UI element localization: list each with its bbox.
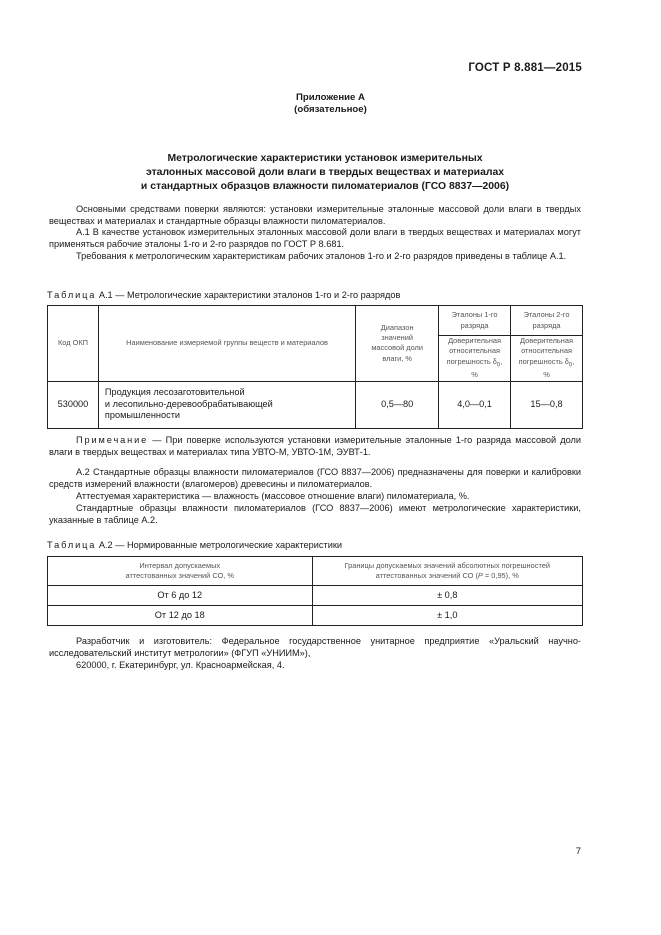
cell-error-1: 4,0—0,1 bbox=[439, 381, 511, 428]
header-bounds-line-2 bbox=[313, 571, 583, 581]
cell-interval: От 6 до 12 bbox=[48, 586, 313, 606]
intro-paragraph-3: Требования к метрологическим характеристикам рабочих эталонов 1-го и 2-го разрядов приведены в таблице А.1. bbox=[76, 251, 567, 261]
header-interval-line-1: Интервал допускаемых bbox=[139, 560, 221, 570]
header-bounds-b: = 0,95), % bbox=[482, 571, 519, 580]
appendix-label: Приложение А bbox=[296, 92, 365, 103]
table-row bbox=[48, 381, 583, 428]
table1-caption bbox=[47, 290, 400, 300]
table1-caption-text: А.1 — Метрологические характеристики эталонов 1-го и 2-го разрядов bbox=[96, 290, 401, 300]
cell-name bbox=[98, 381, 355, 428]
cell-name-line-2: и лесопильно-деревообрабатывающей bbox=[104, 398, 273, 409]
section2-paragraph-3: Стандартные образцы влажности пиломатериалов (ГСО 8837—2006) имеют метрологические характеристики, указанные в таблице А.2. bbox=[49, 503, 581, 525]
header-name: Наименование измеряемой группы веществ и материалов bbox=[98, 306, 355, 382]
header-bounds-a: аттестованных значений СО ( bbox=[375, 571, 478, 580]
title-line-3: и стандартных образцов влажности пиломатериалов (ГСО 8837—2006) bbox=[140, 181, 510, 192]
header-code: Код ОКП bbox=[48, 306, 99, 382]
header-interval bbox=[48, 557, 313, 586]
header-bounds bbox=[312, 557, 583, 586]
table-metrological-etalons bbox=[47, 305, 583, 429]
header-error-2-sub: 0 bbox=[568, 361, 573, 369]
header-bounds-line-1: Границы допускаемых значений абсолютных погрешностей bbox=[344, 560, 550, 570]
header-error-1-unit: , % bbox=[471, 356, 503, 380]
header-error-1-sub: 0 bbox=[496, 361, 501, 369]
cell-bound: ± 1,0 bbox=[312, 606, 583, 626]
developer-address: 620000, г. Екатеринбург, ул. Красноармейская, 4. bbox=[76, 660, 285, 670]
header-error-2 bbox=[511, 336, 583, 382]
header-error-1-text: Доверительная относительная погрешность δ bbox=[446, 336, 502, 366]
header-error-2-unit: , % bbox=[543, 356, 575, 380]
title-line-2: эталонных массовой доли влаги в твердых веществах и материалах bbox=[145, 167, 505, 178]
cell-error-2: 15—0,8 bbox=[511, 381, 583, 428]
cell-range: 0,5—80 bbox=[356, 381, 439, 428]
cell-name-line-3: промышленности bbox=[104, 410, 181, 421]
table1-note bbox=[49, 435, 581, 458]
cell-bound: ± 0,8 bbox=[312, 586, 583, 606]
standard-designation: ГОСТ Р 8.881—2015 bbox=[468, 62, 582, 74]
page-number: 7 bbox=[575, 846, 581, 857]
section2-paragraph-1: А.2 Стандартные образцы влажности пиломатериалов (ГСО 8837—2006) предназначены для поверки и калибровки средств измерений влажности (влагомеров) древесины и пиломатериалов. bbox=[49, 467, 581, 489]
intro-paragraph-1: Основными средствами поверки являются: установки измерительные эталонные массовой доли влаги в твердых веществах и материалах и стандартные образцы влажности пиломатериалов. bbox=[49, 204, 581, 226]
title-line-1: Метрологические характеристики установок измерительных bbox=[167, 153, 483, 164]
header-etalon-2: Эталоны 2-го разряда bbox=[511, 306, 583, 336]
table-normalized-characteristics bbox=[47, 556, 583, 626]
note-prefix: Примечание bbox=[76, 435, 149, 445]
section2-paragraph-2: Аттестуемая характеристика — влажность (массовое отношение влаги) пиломатериала, %. bbox=[76, 491, 470, 501]
table2-caption-prefix: Таблица bbox=[47, 540, 97, 550]
table2-caption bbox=[47, 540, 342, 550]
intro-paragraph-2: А.1 В качестве установок измерительных эталонных массовой доли влаги в твердых веществах и материалах могут применяться рабочие эталоны 1-го и 2-го разрядов по ГОСТ Р 8.681. bbox=[49, 227, 581, 249]
developer-paragraph: Разработчик и изготовитель: Федеральное государственное унитарное предприятие «Уральский научно-исследовательский институт метрологии» (ФГУП «УНИИМ»), bbox=[49, 636, 581, 658]
table-row bbox=[48, 606, 583, 626]
header-range: Диапазон значений массовой доли влаги, % bbox=[356, 306, 439, 382]
header-error-2-text: Доверительная относительная погрешность δ bbox=[518, 336, 573, 366]
header-error-1 bbox=[439, 336, 511, 382]
note-text: — При поверке используются установки измерительные эталонные 1-го разряда массовой доли влаги в твердых веществах и материалах типа УВТО-М, УВТО-1М, ЭУВТ-1. bbox=[49, 435, 581, 457]
cell-name-line-1: Продукция лесозаготовительной bbox=[104, 387, 245, 398]
cell-interval: От 12 до 18 bbox=[48, 606, 313, 626]
appendix-status: (обязательное) bbox=[294, 104, 367, 115]
cell-code: 530000 bbox=[48, 381, 99, 428]
table2-caption-text: А.2 — Нормированные метрологические характеристики bbox=[96, 540, 342, 550]
header-etalon-1: Эталоны 1-го разряда bbox=[439, 306, 511, 336]
table1-caption-prefix: Таблица bbox=[47, 290, 97, 300]
header-bounds-p: Р bbox=[477, 571, 483, 580]
appendix-title bbox=[60, 152, 590, 194]
header-interval-line-2: аттестованных значений СО, % bbox=[125, 571, 234, 580]
table-row bbox=[48, 586, 583, 606]
